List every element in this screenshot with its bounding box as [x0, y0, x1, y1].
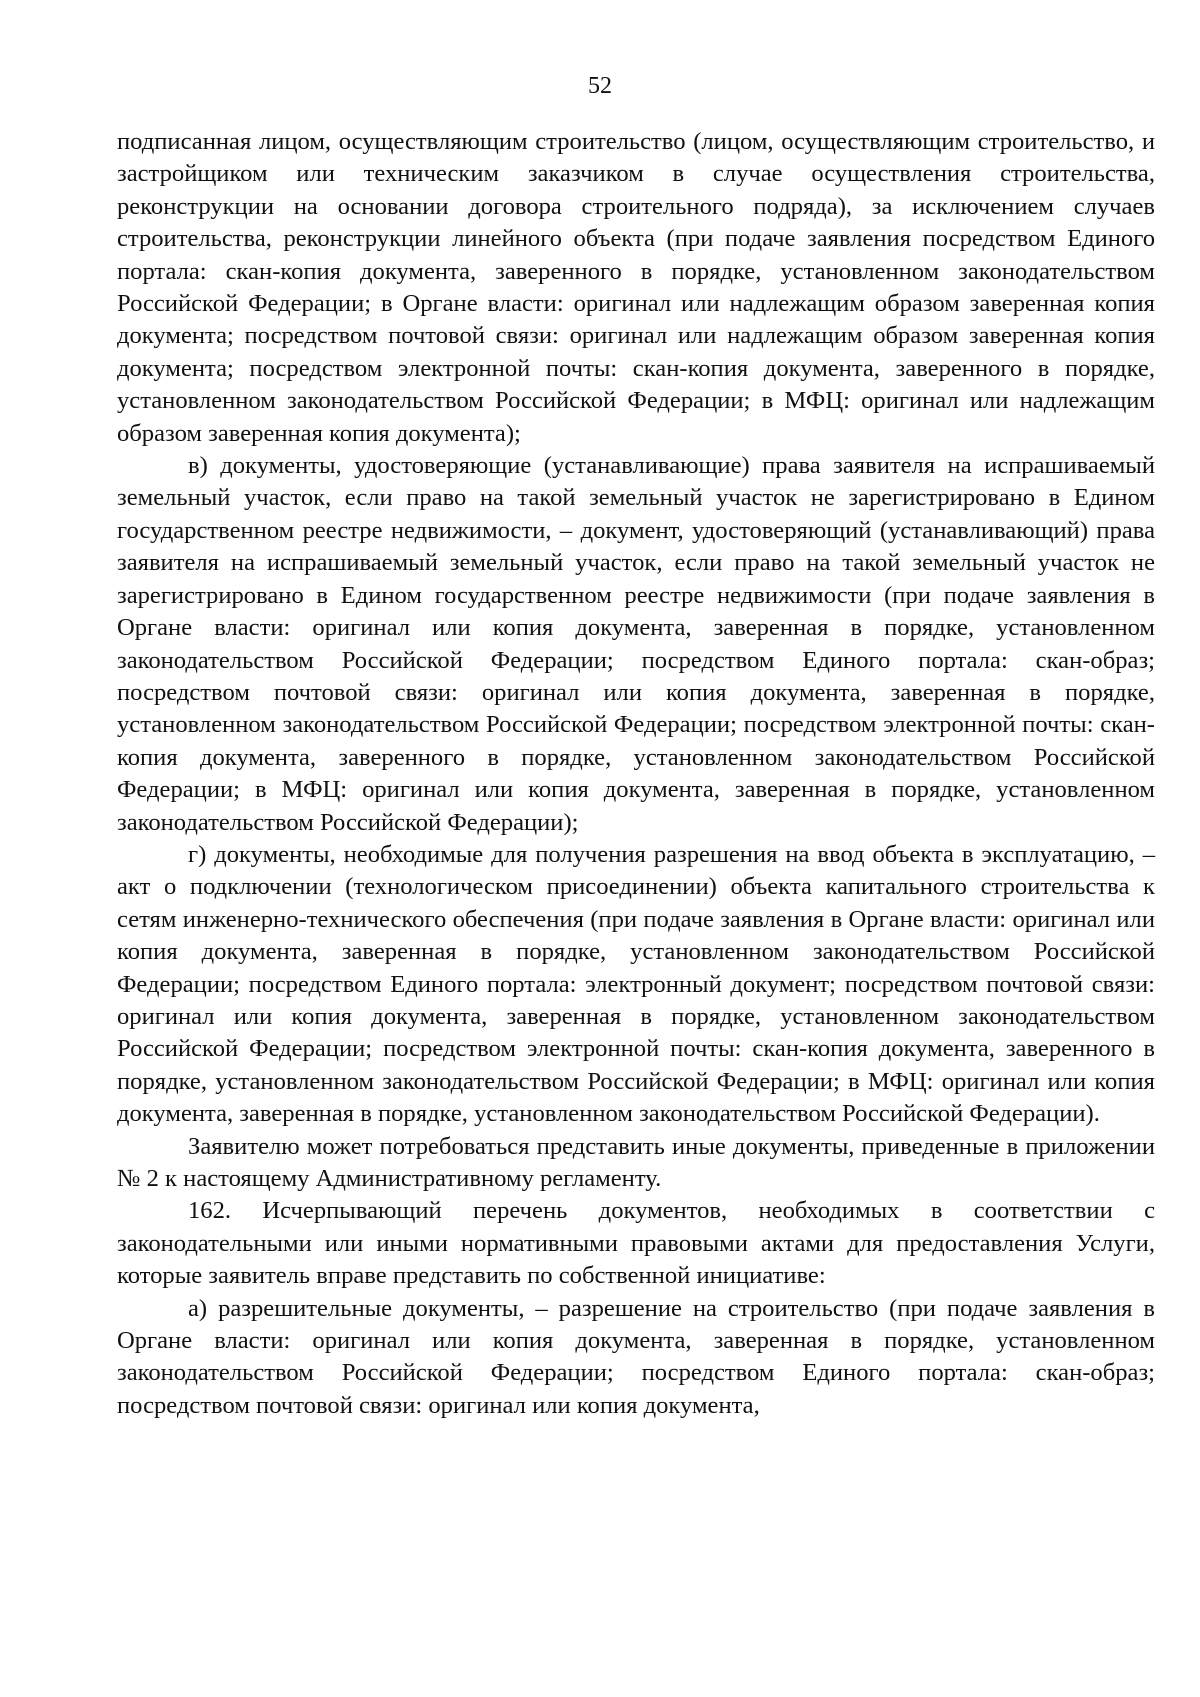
document-body: [117, 126, 1155, 1422]
paragraph-item-v: в) документы, удостоверяющие (устанавливающие) права заявителя на испрашиваемый земельный участок, если право на такой земельный участок не зарегистрировано в Едином государственном реестре недвижимости, – документ, удостоверяющий (устанавливающий) права заявителя на испрашиваемый земельный участок, если право на такой земельный участок не зарегистрировано в Едином государственном реестре недвижимости (при подаче заявления в Органе власти: оригинал или копия документа, заверенная в порядке, установленном законодательством Российской Федерации; посредством Единого портала: скан-образ; посредством почтовой связи: оригинал или копия документа, заверенная в порядке, установленном законодательством Российской Федерации; посредством электронной почты: скан-копия документа, заверенного в порядке, установленном законодательством Российской Федерации; в МФЦ: оригинал или копия документа, заверенная в порядке, установленном законодательством Российской Федерации);: [117, 452, 1155, 836]
paragraph-item-a: а) разрешительные документы, – разрешение на строительство (при подаче заявления в Органе власти: оригинал или копия документа, заверенная в порядке, установленном законодательством Российской Федерации; посредством Единого портала: скан-образ; посредством почтовой связи: оригинал или копия документа,: [117, 1294, 1155, 1419]
paragraph-continuation: подписанная лицом, осуществляющим строительство (лицом, осуществляющим строительство, и застройщиком или техническим заказчиком в случае осуществления строительства, реконструкции на основании договора строительного подряда), за исключением случаев строительства, реконструкции линейного объекта (при подаче заявления посредством Единого портала: скан-копия документа, заверенного в порядке, установленном законодательством Российской Федерации; в Органе власти: оригинал или надлежащим образом заверенная копия документа; посредством почтовой связи: оригинал или надлежащим образом заверенная копия документа; посредством электронной почты: скан-копия документа, заверенного в порядке, установленном законодательством Российской Федерации; в МФЦ: оригинал или надлежащим образом заверенная копия документа);: [117, 128, 1155, 447]
paragraph-clause-162: 162. Исчерпывающий перечень документов, необходимых в соответствии с законодательными или иными нормативными правовыми актами для предоставления Услуги, которые заявитель вправе представить по собственной инициативе:: [117, 1197, 1155, 1290]
paragraph-other-documents: Заявителю может потребоваться представить иные документы, приведенные в приложении № 2 к настоящему Административному регламенту.: [117, 1132, 1155, 1192]
page-number: 52: [588, 73, 612, 99]
paragraph-item-g: г) документы, необходимые для получения разрешения на ввод объекта в эксплуатацию, – акт о подключении (технологическом присоединении) объекта капитального строительства к сетям инженерно-технического обеспечения (при подаче заявления в Органе власти: оригинал или копия документа, заверенная в порядке, установленном законодательством Российской Федерации; посредством Единого портала: электронный документ; посредством почтовой связи: оригинал или копия документа, заверенная в порядке, установленном законодательством Российской Федерации; посредством электронной почты: скан-копия документа, заверенного в порядке, установленном законодательством Российской Федерации; в МФЦ: оригинал или копия документа, заверенная в порядке, установленном законодательством Российской Федерации).: [117, 840, 1155, 1128]
